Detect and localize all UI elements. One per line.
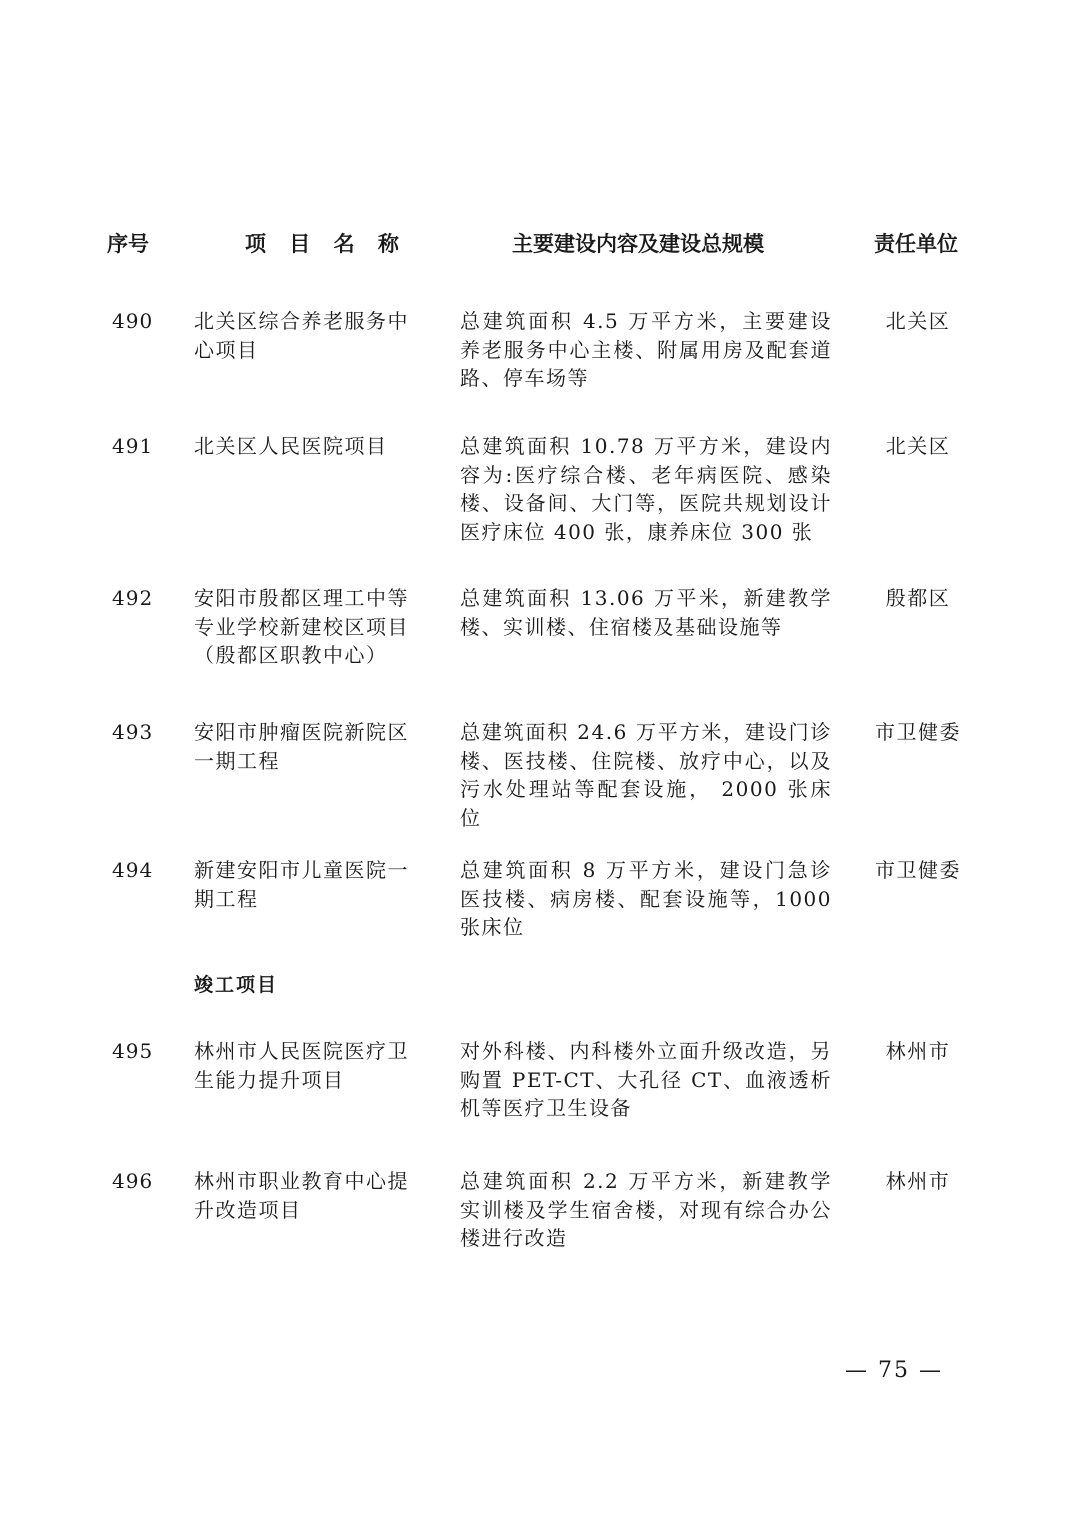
header-project-name: 项 目 名 称 (245, 232, 407, 256)
row-content: 对外科楼、内科楼外立面升级改造，另购置 PET-CT、大孔径 CT、血液透析机等医疗卫生设备 (460, 1039, 832, 1120)
header-responsible-unit: 责任单位 (874, 232, 958, 256)
row-content: 总建筑面积 13.06 万平米，新建教学楼、实训楼、住宿楼及基础设施等 (460, 586, 832, 639)
row-responsible-unit: 殷都区 (885, 586, 951, 610)
row-content: 总建筑面积 2.2 万平方米，新建教学实训楼及学生宿舍楼，对现有综合办公楼进行改造 (460, 1169, 832, 1250)
row-responsible-unit: 北关区 (885, 309, 951, 333)
row-seq: 491 (112, 434, 154, 458)
header-content: 主要建设内容及建设总规模 (512, 232, 764, 256)
row-project-name: 北关区人民医院项目 (194, 434, 388, 458)
row-project-name: 安阳市肿瘤医院新院区一期工程 (194, 720, 409, 773)
row-content: 总建筑面积 8 万平方米，建设门急诊医技楼、病房楼、配套设施等，1000 张床位 (460, 858, 832, 939)
row-seq: 492 (112, 586, 154, 610)
row-responsible-unit: 林州市 (885, 1039, 951, 1063)
row-project-name: 北关区综合养老服务中心项目 (194, 309, 409, 362)
completed-projects-heading: 竣工项目 (194, 974, 279, 996)
row-seq: 493 (112, 720, 154, 744)
row-seq: 494 (112, 858, 154, 882)
row-project-name: 安阳市殷都区理工中等专业学校新建校区项目（殷都区职教中心） (194, 586, 409, 667)
row-content: 总建筑面积 24.6 万平方米，建设门诊楼、医技楼、住院楼、放疗中心，以及污水处理站等配套设施， 2000 张床位 (460, 720, 832, 830)
row-content: 总建筑面积 4.5 万平方米，主要建设养老服务中心主楼、附属用房及配套道路、停车场等 (460, 309, 832, 390)
row-project-name: 林州市人民医院医疗卫生能力提升项目 (194, 1039, 409, 1092)
row-seq: 490 (112, 309, 154, 333)
row-project-name: 新建安阳市儿童医院一期工程 (194, 858, 409, 911)
row-seq: 496 (112, 1169, 154, 1193)
header-seq: 序号 (107, 232, 149, 256)
row-seq: 495 (112, 1039, 154, 1063)
table-header (0, 228, 1080, 260)
row-responsible-unit: 市卫健委 (875, 858, 961, 882)
row-project-name: 林州市职业教育中心提升改造项目 (194, 1169, 409, 1222)
row-responsible-unit: 林州市 (885, 1169, 951, 1193)
row-content: 总建筑面积 10.78 万平方米，建设内容为:医疗综合楼、老年病医院、感染楼、设备间、大门等，医院共规划设计医疗床位 400 张，康养床位 300 张 (460, 434, 832, 544)
row-responsible-unit: 北关区 (885, 434, 951, 458)
page-number: — 75 — (845, 1358, 943, 1383)
row-responsible-unit: 市卫健委 (875, 720, 961, 744)
